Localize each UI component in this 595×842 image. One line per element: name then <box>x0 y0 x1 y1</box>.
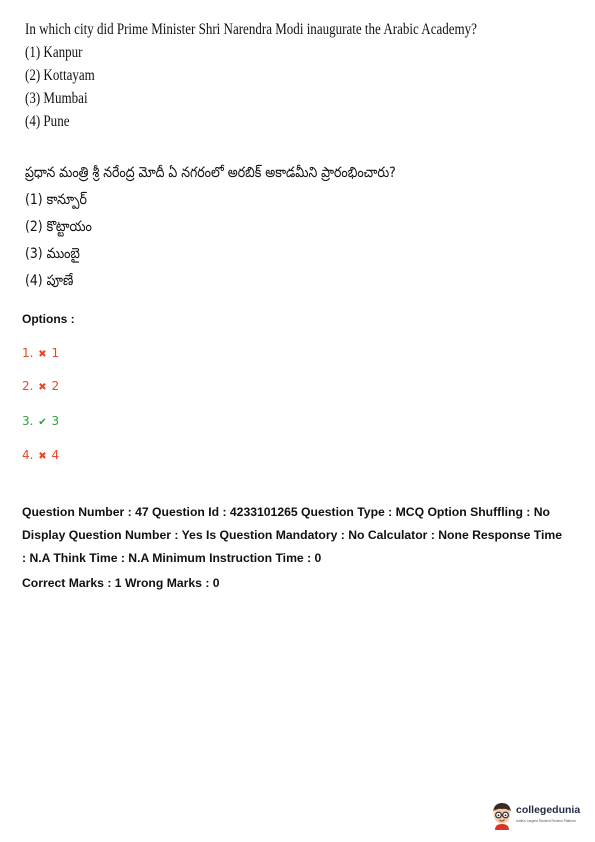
metadata-line: Display Question Number : Yes Is Question Mandatory : No Calculator : None Response Time <box>22 528 562 542</box>
cross-icon: ✖ <box>38 451 47 462</box>
option-1 <box>22 346 59 360</box>
question-metadata <box>22 501 582 570</box>
question-telugu <box>25 160 585 295</box>
marks-info: Correct Marks : 1 Wrong Marks : 0 <box>22 576 220 590</box>
logo-tagline: India's Largest Student Review Platform <box>516 819 577 823</box>
option-3 <box>22 414 59 428</box>
option-number: 2. <box>22 379 34 393</box>
question-text-te: ప్రధాన మంత్రి శ్రీ నరేంద్ర మోదీ ఏ నగరంలో అరబిక్ అకాడమీని ప్రారంభించారు? <box>25 165 396 181</box>
mascot-icon <box>489 800 515 830</box>
cross-icon: ✖ <box>38 349 47 360</box>
check-icon: ✔ <box>38 417 47 428</box>
option-number: 1. <box>22 346 34 360</box>
question-text-en: In which city did Prime Minister Shri Narendra Modi inaugurate the Arabic Academy? <box>25 21 477 38</box>
option-number: 4. <box>22 448 34 462</box>
choice-te-4: (4) పూణే <box>25 273 74 289</box>
logo-brand-text: collegedunia <box>516 804 581 816</box>
choice-te-2: (2) కొట్టాయం <box>25 219 92 235</box>
option-2 <box>22 379 59 393</box>
option-value: 3 <box>51 414 60 428</box>
question-english <box>25 18 575 133</box>
metadata-line: : N.A Think Time : N.A Minimum Instruction Time : 0 <box>22 551 322 565</box>
options-label: Options : <box>22 312 75 326</box>
choice-en-1: (1) Kanpur <box>25 44 83 61</box>
choice-en-2: (2) Kottayam <box>25 67 95 84</box>
option-value: 4 <box>51 448 60 462</box>
option-number: 3. <box>22 414 34 428</box>
collegedunia-logo <box>489 800 589 830</box>
metadata-line: Question Number : 47 Question Id : 4233101265 Question Type : MCQ Option Shuffling : No <box>22 505 550 519</box>
option-value: 1 <box>51 346 60 360</box>
choice-en-4: (4) Pune <box>25 113 70 130</box>
option-4 <box>22 448 59 462</box>
cross-icon: ✖ <box>38 382 47 393</box>
option-value: 2 <box>51 379 60 393</box>
choice-en-3: (3) Mumbai <box>25 90 88 107</box>
choice-te-1: (1) కాన్పూర్ <box>25 192 87 208</box>
choice-te-3: (3) ముంబై <box>25 246 80 262</box>
